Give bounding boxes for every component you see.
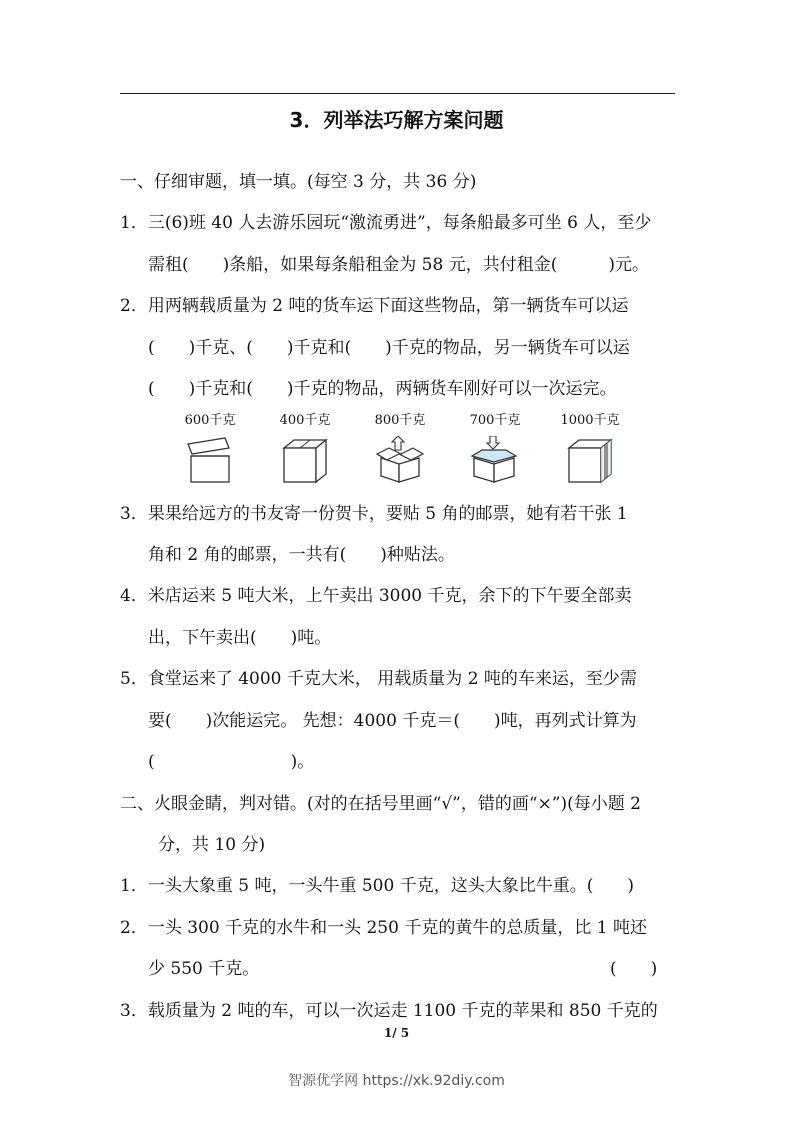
q1-line1-text: 1．三(6)班 40 人去游乐园玩“激流勇进”，每条船最多可坐 6 人，至少 bbox=[120, 213, 652, 233]
q2-line1: 2．用两辆载质量为 2 吨的货车运下面这些物品，第一辆货车可以运 bbox=[120, 296, 629, 316]
header-rule bbox=[120, 93, 675, 94]
box-item bbox=[170, 412, 250, 484]
box-item bbox=[265, 412, 345, 484]
q4-line1: 4．米店运来 5 吨大米，上午卖出 3000 千克，余下的下午要全部卖 bbox=[120, 586, 632, 606]
q3-line2: 角和 2 角的邮票，一共有( )种贴法。 bbox=[148, 545, 455, 565]
tf-q2-line1: 2．一头 300 千克的水牛和一头 250 千克的黄牛的总质量，比 1 吨还 bbox=[120, 918, 647, 938]
q5-line1: 5．食堂运来了 4000 千克大米， 用载质量为 2 吨的车来运，至少需 bbox=[120, 669, 637, 689]
page-number: 1/ 5 bbox=[383, 1026, 410, 1040]
open-lid-box-icon bbox=[183, 436, 237, 484]
site-footer: 智源优学网 https://xk.92diy.com bbox=[288, 1073, 505, 1089]
box-illustrations bbox=[170, 412, 630, 490]
box-arrow-up-icon bbox=[373, 436, 427, 484]
q5-line2: 要( )次能运完。 先想：4000 千克＝( )吨，再列式计算为 bbox=[148, 711, 637, 731]
section2-heading-cont: 分，共 10 分) bbox=[158, 835, 266, 855]
box-label: 700千克 bbox=[469, 413, 521, 428]
tf-q3-line1: 3．载质量为 2 吨的车，可以一次运走 1100 千克的苹果和 850 千克的 bbox=[120, 1001, 658, 1021]
q4-line2: 出，下午卖出( )吨。 bbox=[148, 628, 332, 648]
box-item bbox=[360, 412, 440, 484]
closed-box-icon bbox=[278, 436, 332, 484]
taped-box-icon bbox=[563, 436, 617, 484]
q5-line3: ( )。 bbox=[148, 752, 315, 772]
box-arrow-down-icon bbox=[468, 436, 522, 484]
q1-line2: 需租( )条船，如果每条船租金为 58 元，共付租金( )元。 bbox=[148, 255, 649, 275]
box-label: 400千克 bbox=[279, 413, 331, 428]
tf-q1-line1: 1．一头大象重 5 吨，一头牛重 500 千克，这头大象比牛重。( ) bbox=[120, 876, 634, 896]
box-label: 600千克 bbox=[184, 413, 236, 428]
box-item bbox=[550, 412, 630, 484]
box-label: 800千克 bbox=[374, 413, 426, 428]
section2-heading: 二、火眼金睛，判对错。(对的在括号里画“√”，错的画“×”)(每小题 2 bbox=[120, 794, 641, 814]
q3-line1: 3．果果给远方的书友寄一份贺卡，要贴 5 角的邮票，她有若干张 1 bbox=[120, 504, 628, 524]
q1-line1 bbox=[120, 212, 673, 234]
page-title: 3．列举法巧解方案问题 bbox=[289, 108, 504, 132]
q2-line3: ( )千克和( )千克的物品，两辆货车刚好可以一次运完。 bbox=[148, 379, 617, 399]
tf-q2-answer-bracket: ( ) bbox=[610, 959, 658, 979]
section1-heading: 一、仔细审题，填一填。(每空 3 分，共 36 分) bbox=[120, 172, 477, 192]
box-item bbox=[455, 412, 535, 484]
box-label: 1000千克 bbox=[560, 413, 620, 428]
tf-q2-line2: 少 550 千克。 bbox=[148, 959, 260, 979]
q2-line2: ( )千克、( )千克和( )千克的物品，另一辆货车可以运 bbox=[148, 338, 630, 358]
